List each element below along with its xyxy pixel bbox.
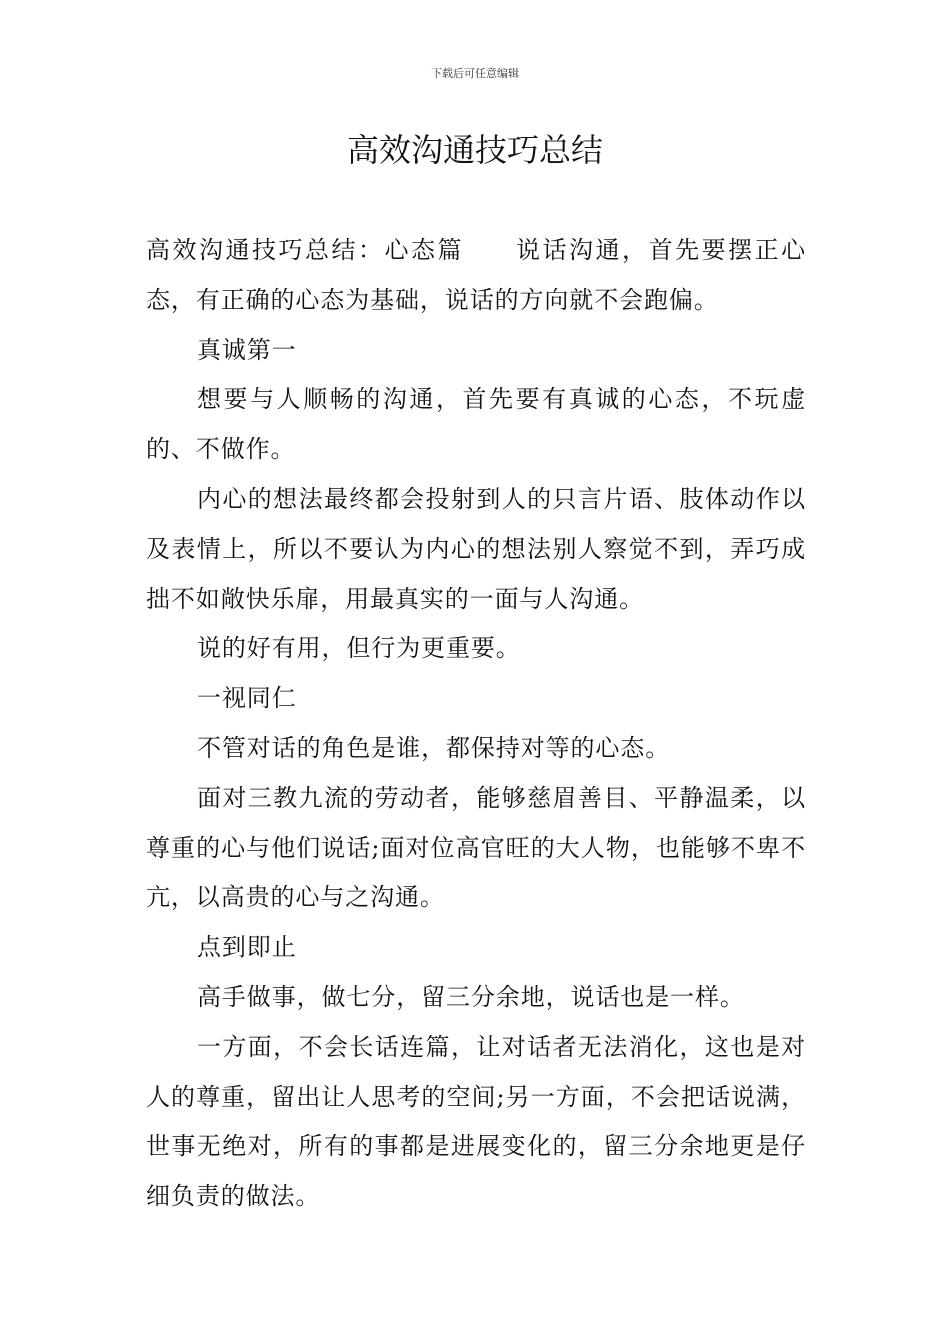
intro-text: 说话沟通，首先要摆正心态，有正确的心态为基础，说话的方向就不会跑偏。 [146,236,806,314]
body-paragraph: 面对三教九流的劳动者，能够慈眉善目、平静温柔，以尊重的心与他们说话;面对位高官旺的大人物，也能够不卑不亢，以高贵的心与之沟通。 [146,783,806,912]
document-body [146,226,806,1222]
section-heading: 点到即止 [197,933,297,962]
header-note: 下载后可任意编辑 [431,67,519,80]
document-title: 高效沟通技巧总结 [346,131,603,169]
body-paragraph: 一方面，不会长话连篇，让对话者无法消化，这也是对人的尊重，留出让人思考的空间;另一方面，不会把话说满，世事无绝对，所有的事都是进展变化的，留三分余地更是仔细负责的做法。 [146,1032,806,1211]
body-paragraph: 内心的想法最终都会投射到人的只言片语、肢体动作以及表情上，所以不要认为内心的想法别人察觉不到，弄巧成拙不如敞快乐扉，用最真实的一面与人沟通。 [146,484,806,613]
section-heading: 一视同仁 [197,684,297,713]
body-paragraph: 说的好有用，但行为更重要。 [197,634,521,663]
body-paragraph: 不管对话的角色是谁，都保持对等的心态。 [197,733,671,762]
body-paragraph: 高手做事，做七分，留三分余地，说话也是一样。 [197,982,745,1011]
intro-lead: 高效沟通技巧总结：心态篇 [146,236,465,264]
section-heading: 真诚第一 [197,335,297,364]
body-paragraph: 想要与人顺畅的沟通，首先要有真诚的心态，不玩虚的、不做作。 [146,385,806,464]
intro-paragraph [146,226,806,326]
